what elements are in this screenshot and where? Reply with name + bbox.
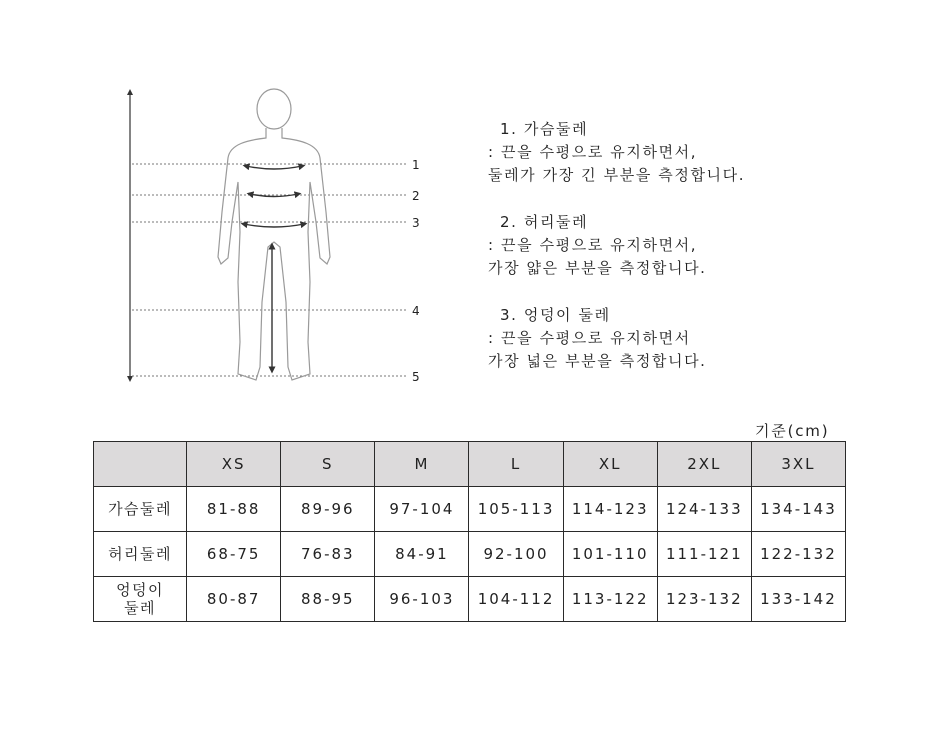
unit-label: 기준(cm) [755,422,830,440]
instruction-line: 가장 넓은 부분을 측정합니다. [488,352,707,370]
table-row [94,487,846,532]
row-label-waist: 허리둘레 [94,532,187,577]
header-size-l: L [469,442,563,487]
table-cell: 88-95 [281,577,375,622]
table-cell: 92-100 [469,532,563,577]
header-size-xs: XS [187,442,281,487]
marker-3: 3 [412,216,420,230]
row-label-line: 둘레 [124,599,157,617]
instruction-title: 3. 엉덩이 둘레 [500,306,611,324]
table-row [94,577,846,622]
table-cell: 134-143 [751,487,845,532]
table-cell: 122-132 [751,532,845,577]
table-cell: 76-83 [281,532,375,577]
table-cell: 105-113 [469,487,563,532]
table-cell: 80-87 [187,577,281,622]
header-size-3xl: 3XL [751,442,845,487]
instruction-line: 가장 얇은 부분을 측정합니다. [488,259,707,277]
row-label-hip [94,577,187,622]
table-header-row [94,442,846,487]
table-cell: 101-110 [563,532,657,577]
header-corner [94,442,187,487]
size-chart-table [93,441,846,622]
circumference-arrows [244,166,304,370]
human-silhouette [218,89,330,380]
instruction-title: 1. 가슴둘레 [500,120,589,138]
table-cell: 97-104 [375,487,469,532]
header-size-s: S [281,442,375,487]
table-cell: 104-112 [469,577,563,622]
table-cell: 133-142 [751,577,845,622]
marker-4: 4 [412,304,420,318]
marker-1: 1 [412,158,420,172]
table-cell: 124-133 [657,487,751,532]
table-cell: 89-96 [281,487,375,532]
table-cell: 113-122 [563,577,657,622]
table-cell: 84-91 [375,532,469,577]
table-cell: 81-88 [187,487,281,532]
instruction-title: 2. 허리둘레 [500,213,589,231]
body-outline-illustration [118,82,428,392]
header-size-2xl: 2XL [657,442,751,487]
table-cell: 123-132 [657,577,751,622]
marker-5: 5 [412,370,420,384]
table-cell: 114-123 [563,487,657,532]
measurement-instructions [488,118,818,397]
instruction-line: : 끈을 수평으로 유지하면서 [488,329,691,347]
table-cell: 96-103 [375,577,469,622]
row-label-chest: 가슴둘레 [94,487,187,532]
instruction-chest [488,118,818,187]
table-cell: 111-121 [657,532,751,577]
header-size-xl: XL [563,442,657,487]
body-measurement-figure [118,82,428,392]
row-label-line: 엉덩이 [116,581,165,599]
instruction-line: 둘레가 가장 긴 부분을 측정합니다. [488,166,746,184]
table-cell: 68-75 [187,532,281,577]
instruction-line: : 끈을 수평으로 유지하면서, [488,143,698,161]
instruction-line: : 끈을 수평으로 유지하면서, [488,236,698,254]
marker-2: 2 [412,189,420,203]
header-size-m: M [375,442,469,487]
instruction-waist [488,211,818,280]
table-row [94,532,846,577]
instruction-hip [488,304,818,373]
